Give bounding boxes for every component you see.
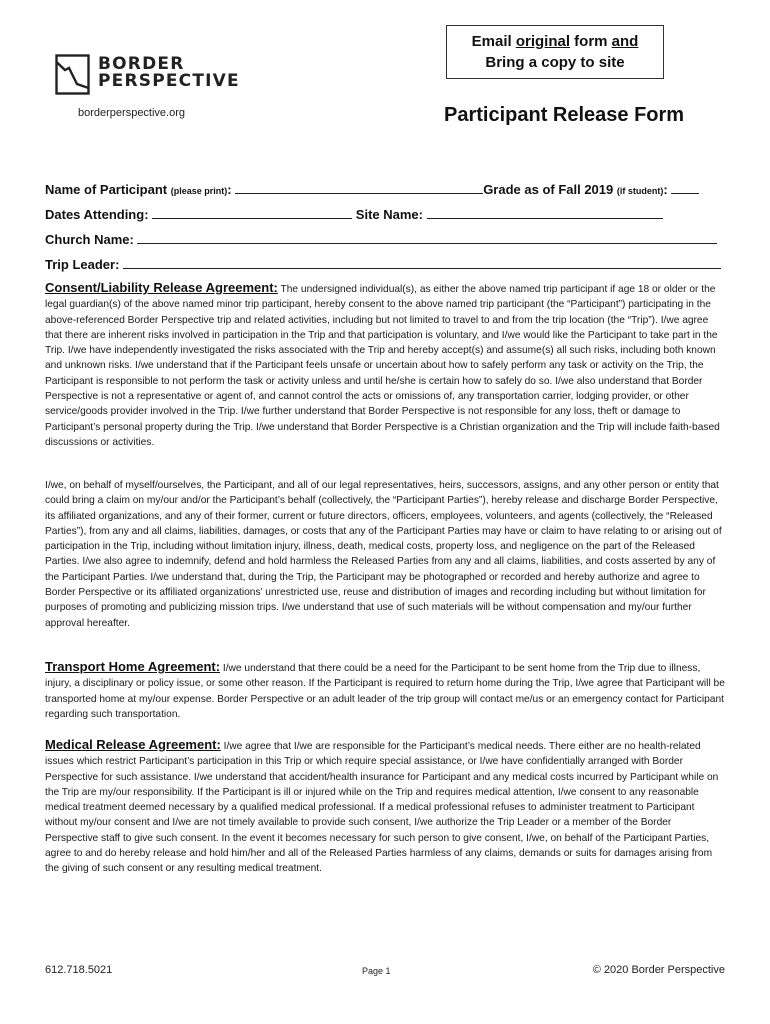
logo-mark-icon [55, 54, 91, 96]
medical-body: I/we agree that I/we are responsible for the Participant’s medical needs. There either are no health-related issues which restrict Participant’s participation in this Trip or which require special assistance, or I/we have confidentially arranged with Border Perspective for such assistance. I/we understand that accident/health insurance for Participant and any medical costs incurred by Participant while on the Trip are my/our responsibility. If the Participant is ill or injured while on the Trip and requires medical attention, I/we consent to any reasonable medical treatment deemed necessary by a qualified medical professional. If a medical professional refuses to administer treatment to Participant without my/our consent and I/we are not timely available to provide such consent, I/we authorize the Trip Leader or a member of the Border Perspective staff to give such consent. In the event it becomes necessary for such person to give consent, I/we, on behalf of the Participant Parties, agree to and do hereby release and hold him/her and all of the Released Parties harmless of any claims, demands or suits for damages arising from the giving of such consent or any resulting medical treatment. [45, 741, 719, 875]
transport-section [45, 659, 725, 722]
site-label: Site Name: [355, 207, 423, 222]
notice-box [446, 25, 664, 79]
trip-leader-field [45, 256, 721, 272]
grade-input[interactable] [671, 181, 699, 194]
logo-wordmark [98, 56, 240, 90]
grade-label: Grade as of Fall 2019 [483, 182, 617, 197]
trip-leader-label: Trip Leader: [45, 257, 120, 272]
logo-line-1: BORDER [98, 54, 185, 74]
logo-line-2: PERSPECTIVE [98, 71, 240, 91]
notice-line-2: Bring a copy to site [485, 54, 625, 71]
release-section [45, 478, 725, 631]
transport-heading: Transport Home Agreement: [45, 659, 221, 674]
medical-section [45, 737, 725, 877]
transport-body: I/we understand that there could be a need for the Participant to be sent home from the Trip due to illness, injury, a disciplinary or policy issue, or some other reason. If the Participant is required to return home during the Trip, I/we agree that Participant will be transported home at my/our expense. Border Perspective or an adult leader of the trip group will contact me/us or an emergency contact for Participant regarding such transportation. [45, 663, 725, 720]
consent-body: The undersigned individual(s), as either the above named trip participant if age 18 or older or the legal guardian(s) of the above named minor trip participant, hereby consent to the above named trip participant (the “Participant”) participating in the above-referenced Border Perspective trip and related activities, including but not limited to travel to and from the trip location (the “Trip”). I/we agree that there are inherent risks involved in participation in the Trip and that participation is voluntary, and I/we would like the Participant to take part in the Trip. I/we have independently investigated the risks associated with the Trip and hereby accept(s) and assume(s) all such risks, including both known and unknown risks. I/we understand that if the Participant feels unsafe or uncertain about how to safely perform any task or activity on the Trip, the Participant is responsible to not perform the task or activity unless and until he/she is certain how to safely do so. I/we also understand that Border Perspective is not a representative or agent of, and cannot control the acts or omissions of, any transportation carrier, lodging provider, or other service/goods provider involved in the Trip. I/we further understand that Border Perspective is not responsible for any loss, theft or damage to Participant’s personal property during the Trip. I/we understand that Border Perspective is a Christian organization and the Trip will include faith-based discussions or activities. [45, 284, 720, 448]
consent-heading: Consent/Liability Release Agreement: [45, 280, 278, 295]
participant-name-input[interactable] [235, 181, 483, 194]
notice-emphasis-original: original [515, 33, 570, 50]
participant-name-label: Name of Participant [45, 182, 171, 197]
grade-hint: (if student) [616, 186, 664, 196]
participant-name-hint: (please print) [170, 186, 228, 196]
dates-input[interactable] [152, 206, 352, 219]
website-url: borderperspective.org [78, 107, 186, 119]
notice-emphasis-and: and [611, 33, 639, 50]
dates-site-field [45, 206, 663, 222]
notice-line-1 [447, 31, 663, 52]
consent-section [45, 280, 725, 450]
footer-phone: 612.718.5021 [45, 964, 113, 976]
site-input[interactable] [427, 206, 663, 219]
release-body: I/we, on behalf of myself/ourselves, the Participant, and all of our legal representatives, heirs, successors, assigns, and any other person or entity that could bring a claim on my/our and/or the Participant’s behalf (collectively, the “Participant Parties”), hereby release and discharge Border Perspective, its affiliated organizations, and any of their former, current or future directors, officers, employees, volunteers, and agents (collectively, the “Released Parties”), from any and all claims, liabilities, damages, or costs that any of the Participant Parties may have or claim to have relating to or arising out of participation in the Trip, including without limitation injury, illness, death, medical costs, property loss, and negligence on the part of the Released Parties. I/we also agree to indemnify, defend and hold harmless the Released Parties from any and all claims, liabilities, and costs asserted by any of the Participant Parties. I/we understand that, during the Trip, the Participant may be photographed or recorded and hereby authorize and agree to Border Perspective or its affiliated organizations’ unrestricted use, reuse and distribution of images and recording including but without limitation for purposes of promoting and publicizing mission trips. I/we understand that use of such materials will be without compensation and my/our further approval hereafter. [45, 480, 722, 629]
participant-name-field [45, 181, 699, 197]
trip-leader-input[interactable] [123, 256, 721, 269]
church-field [45, 231, 717, 247]
form-title: Participant Release Form [444, 104, 685, 126]
notice-text: Email [471, 33, 516, 50]
footer-copyright: © 2020 Border Perspective [592, 964, 725, 976]
colon: : [663, 182, 668, 197]
medical-heading: Medical Release Agreement: [45, 737, 221, 752]
church-input[interactable] [137, 231, 717, 244]
colon: : [227, 182, 232, 197]
dates-label: Dates Attending: [45, 207, 149, 222]
church-label: Church Name: [45, 232, 134, 247]
footer-page-number: Page 1 [362, 966, 391, 976]
logo [55, 52, 240, 102]
notice-text: form [570, 33, 612, 50]
